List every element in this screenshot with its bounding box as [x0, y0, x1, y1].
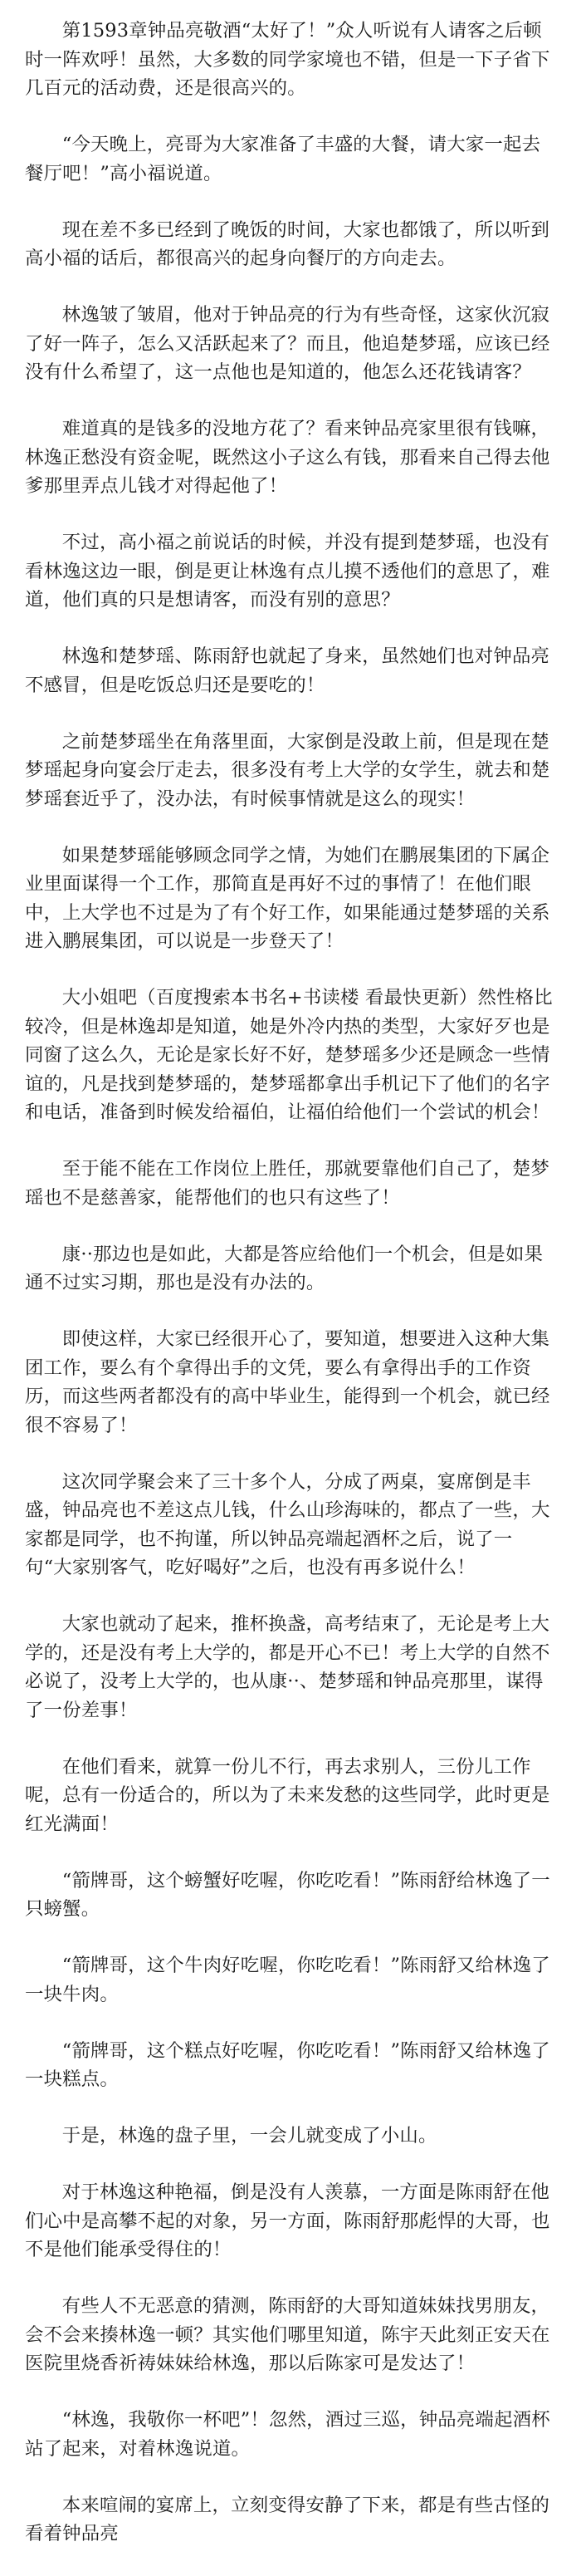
- paragraph: 林逸皱了皱眉，他对于钟品亮的行为有些奇怪，这家伙沉寂了好一阵子，怎么又活跃起来了？而且，他追楚梦瑶，应该已经没有什么希望了，这一点他也是知道的，他怎么还花钱请客？: [25, 304, 550, 383]
- paragraph: 第1593章钟品亮敬酒“太好了！”众人听说有人请客之后顿时一阵欢呼！虽然，大多数的同学家境也不错，但是一下子省下几百元的活动费，还是很高兴的。: [25, 20, 550, 99]
- paragraph: 难道真的是钱多的没地方花了？看来钟品亮家里很有钱嘛，林逸正愁没有资金呢，既然这小子这么有钱，那看来自己得去他爹那里弄点儿钱才对得起他了！: [25, 418, 550, 497]
- paragraph: 本来喧闹的宴席上，立刻变得安静了下来，都是有些古怪的看着钟品亮: [25, 2494, 550, 2544]
- paragraph: 不过，高小福之前说话的时候，并没有提到楚梦瑶，也没有看林逸这边一眼，倒是更让林逸有点儿摸不透他们的意思了，难道，他们真的只是想请客，而没有别的意思？: [25, 532, 550, 611]
- paragraph: 之前楚梦瑶坐在角落里面，大家倒是没敢上前，但是现在楚梦瑶起身向宴会厅走去，很多没有考上大学的女学生，就去和楚梦瑶套近乎了，没办法，有时候事情就是这么的现实！: [25, 730, 550, 810]
- paragraph: 对于林逸这种艳福，倒是没有人羡慕，一方面是陈雨舒在他们心中是高攀不起的对象，另一方面，陈雨舒那彪悍的大哥，也不是他们能承受得住的！: [25, 2181, 550, 2260]
- paragraph: “箭牌哥，这个牛肉好吃喔，你吃吃看！”陈雨舒又给林逸了一块牛肉。: [25, 1955, 550, 2005]
- paragraph: 于是，林逸的盘子里，一会儿就变成了小山。: [61, 2125, 437, 2147]
- paragraph: 大家也就动了起来，推杯换盏，高考结束了，无论是考上大学的，还是没有考上大学的，都是开心不已！考上大学的自然不必说了，没考上大学的，也从康··、楚梦瑶和钟品亮那里，谋得了一份差事！: [25, 1613, 550, 1721]
- paragraph: “箭牌哥，这个螃蟹好吃喔，你吃吃看！”陈雨舒给林逸了一只螃蟹。: [25, 1869, 550, 1920]
- paragraph: “林逸，我敬你一杯吧”！忽然，酒过三巡，钟品亮端起酒杯站了起来，对着林逸说道。: [25, 2409, 550, 2460]
- paragraph: 即使这样，大家已经很开心了，要知道，想要进入这种大集团工作，要么有个拿得出手的文凭，要么有拿得出手的工作资历，而这些两者都没有的高中毕业生，能得到一个机会，就已经很不容易了！: [25, 1328, 550, 1436]
- paragraph: 至于能不能在工作岗位上胜任，那就要靠他们自己了，楚梦瑶也不是慈善家，能帮他们的也只有这些了！: [25, 1158, 550, 1209]
- paragraph: 有些人不无恶意的猜测，陈雨舒的大哥知道妹妹找男朋友，会不会来揍林逸一顿？其实他们哪里知道，陈宇天此刻正安天在医院里烧香祈祷妹妹给林逸，那以后陈家可是发达了！: [25, 2295, 550, 2374]
- paragraph: 如果楚梦瑶能够顾念同学之情，为她们在鹏展集团的下属企业里面谋得一个工作，那简直是再好不过的事情了！在他们眼中，上大学也不过是为了有个好工作，如果能通过楚梦瑶的关系进入鹏展集团，可以说是一步登天了！: [25, 844, 550, 952]
- paragraph: 在他们看来，就算一份儿不行，再去求别人，三份儿工作呢，总有一份适合的，所以为了未来发愁的这些同学，此时更是红光满面！: [25, 1755, 550, 1835]
- paragraph: 康··那边也是如此，大都是答应给他们一个机会，但是如果通不过实习期，那也是没有办法的。: [25, 1243, 544, 1293]
- paragraph: 这次同学聚会来了三十多个人，分成了两桌，宴席倒是丰盛，钟品亮也不差这点儿钱，什么山珍海味的，都点了一些，大家都是同学，也不拘谨，所以钟品亮端起酒杯之后，说了一句“大家别客气，吃好喝好”之后，也没有再多说什么！: [25, 1470, 550, 1578]
- paragraph: “箭牌哥，这个糕点好吃喔，你吃吃看！”陈雨舒又给林逸了一块糕点。: [25, 2039, 550, 2090]
- paragraph: 现在差不多已经到了晚饭的时间，大家也都饿了，所以听到高小福的话后，都很高兴的起身向餐厅的方向走去。: [25, 218, 550, 269]
- paragraph: 大小姐吧（百度搜索本书名+书读楼 看最快更新）然性格比较冷，但是林逸却是知道，她是外冷内热的类型，大家好歹也是同窗了这么久，无论是家长好不好，楚梦瑶多少还是顾念一些情谊的，凡是找到楚梦瑶的，楚梦瑶都拿出手机记下了他们的名字和电话，准备到时候发给福伯，让福伯给他们一个尝试的机会！: [25, 987, 553, 1123]
- paragraph: 林逸和楚梦瑶、陈雨舒也就起了身来，虽然她们也对钟品亮不感冒，但是吃饭总归还是要吃的！: [25, 645, 550, 696]
- chapter-text: [25, 17, 556, 2576]
- paragraph: “今天晚上，亮哥为大家准备了丰盛的大餐，请大家一起去餐厅吧！”高小福说道。: [25, 134, 541, 184]
